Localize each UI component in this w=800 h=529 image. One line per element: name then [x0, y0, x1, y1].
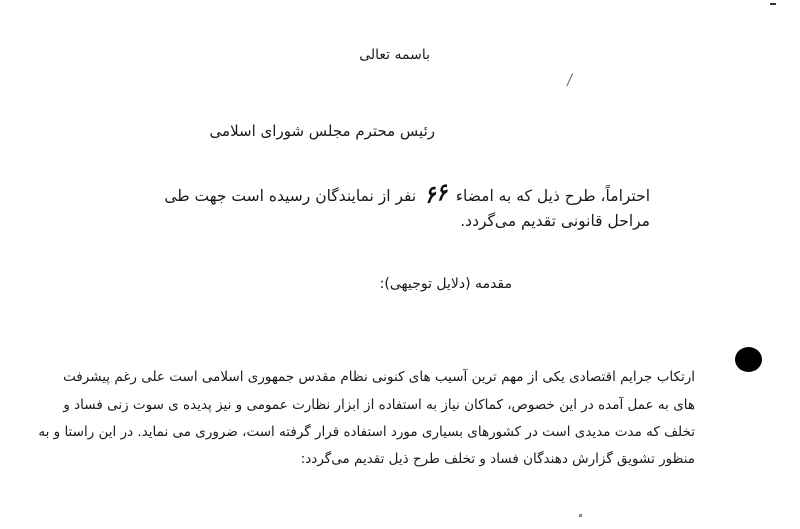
intro-line-1 — [164, 178, 650, 210]
punch-hole-mark — [735, 347, 762, 372]
body-line: تخلف که مدت مدیدی است در کشورهای بسیاری مورد استفاده قرار گرفته است، ضروری می نماید. در این راستا و به — [38, 424, 695, 440]
scan-speck — [579, 514, 582, 517]
intro-text-after: نفر از نمایندگان رسیده است جهت طی — [164, 187, 417, 205]
document-heading: باسمه تعالی — [359, 47, 430, 63]
body-line: منظور تشویق گزارش دهندگان فساد و تخلف طرح ذیل تقدیم می‌گردد: — [300, 451, 695, 467]
body-line: ارتکاب جرایم اقتصادی یکی از مهم ترین آسیب های کنونی نظام مقدس جمهوری اسلامی است علی رغم پیشرفت — [63, 369, 695, 385]
scan-speck — [770, 3, 776, 5]
intro-line-2: مراحل قانونی تقدیم می‌گردد. — [460, 212, 650, 230]
intro-text-before: احتراماً، طرح ذیل که به امضاء — [455, 187, 650, 205]
body-line: های به عمل آمده در این خصوص، کماکان نیاز به استفاده از ابزار نظارت عمومی و نیز پدیده ی سوت زنی فساد و — [63, 397, 695, 413]
addressee-line: رئیس محترم مجلس شورای اسلامی — [209, 122, 435, 140]
pen-mark — [566, 73, 578, 89]
handwritten-signatory-count: ۶۶ — [421, 178, 451, 210]
section-title: مقدمه (دلایل توجیهی): — [379, 276, 512, 292]
